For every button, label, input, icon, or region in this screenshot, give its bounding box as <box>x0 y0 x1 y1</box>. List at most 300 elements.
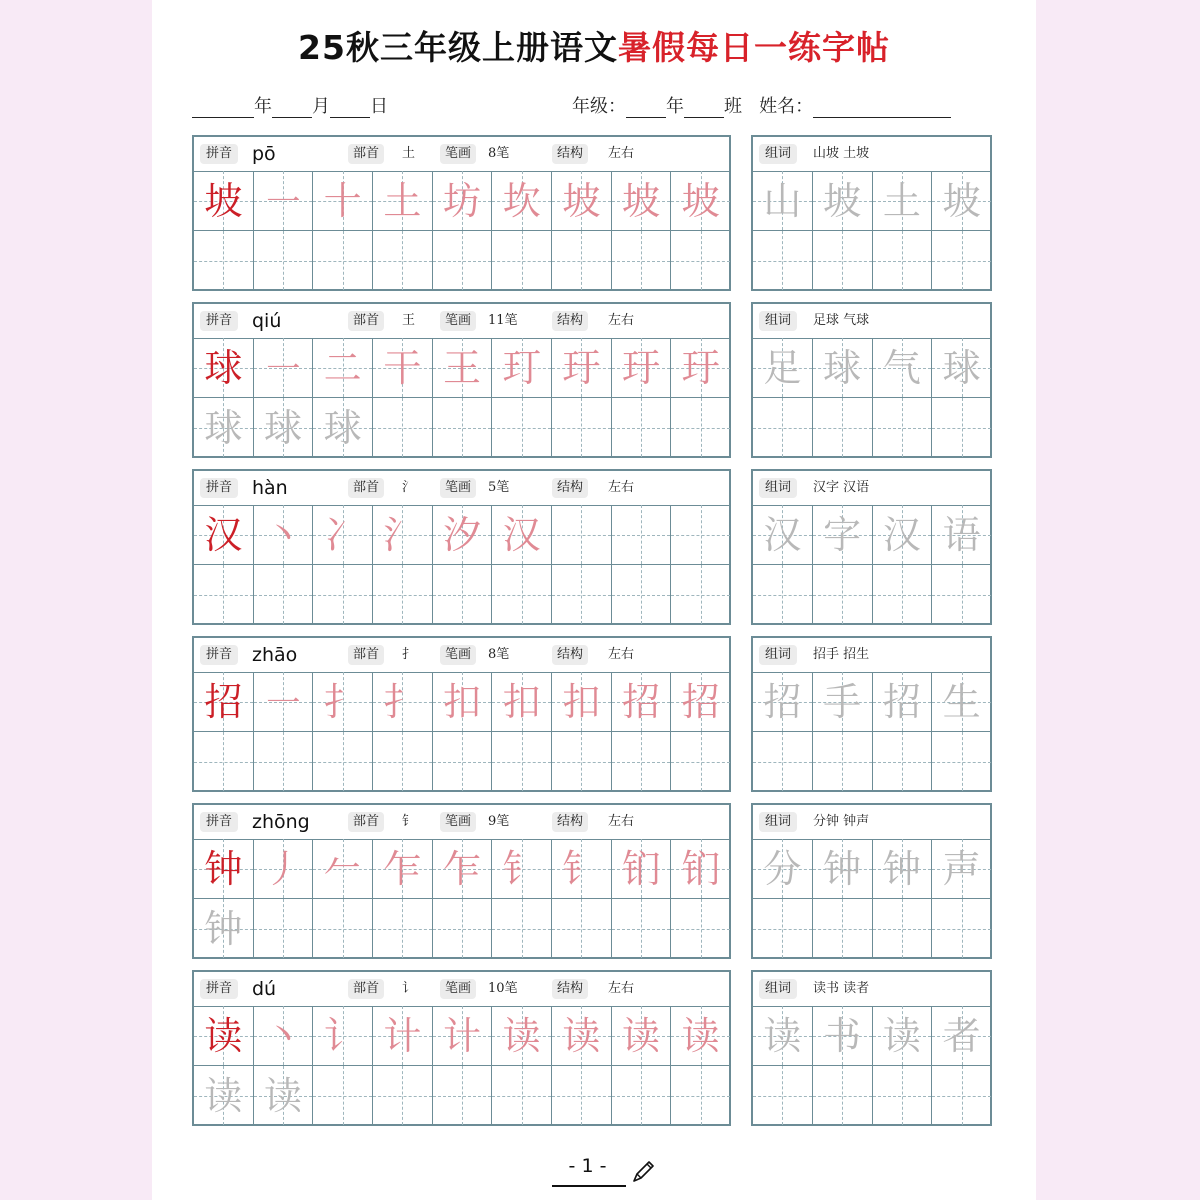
pencil-icon <box>630 1159 656 1185</box>
page-number: - 1 - <box>568 1155 607 1177</box>
grid-guide-vertical <box>902 398 903 457</box>
practice-cell[interactable] <box>612 565 672 625</box>
words-header <box>753 805 990 840</box>
trace-character: 语 <box>942 513 981 557</box>
word-practice-cell[interactable] <box>753 732 813 792</box>
practice-cell[interactable] <box>194 839 254 899</box>
name-label: 姓名： <box>759 96 814 117</box>
practice-cell[interactable] <box>433 231 493 291</box>
practice-cell[interactable] <box>433 672 493 732</box>
word-practice-cell[interactable] <box>813 338 873 398</box>
stroke-order-character: 丶 <box>263 513 302 557</box>
radical-value: 王 <box>402 313 416 328</box>
word-practice-cell[interactable] <box>873 899 933 959</box>
practice-cell[interactable] <box>612 171 672 231</box>
practice-cell[interactable] <box>313 338 373 398</box>
practice-cell[interactable] <box>492 672 552 732</box>
word-practice-cell[interactable] <box>813 505 873 565</box>
pinyin-value: zhāo <box>252 644 298 666</box>
radical-value: 讠 <box>402 981 416 996</box>
practice-cell[interactable] <box>313 1066 373 1126</box>
practice-cell[interactable] <box>194 565 254 625</box>
word-practice-cell[interactable] <box>753 1006 813 1066</box>
grid-guide-vertical <box>581 505 582 564</box>
practice-cell[interactable] <box>612 1006 672 1066</box>
practice-cell[interactable] <box>373 1066 433 1126</box>
word-practice-cell[interactable] <box>873 565 933 625</box>
month-blank[interactable] <box>272 99 312 118</box>
stroke-order-character: 扣 <box>502 680 541 724</box>
practice-cell[interactable] <box>671 839 731 899</box>
practice-cell[interactable] <box>612 231 672 291</box>
word-practice-cell[interactable] <box>873 505 933 565</box>
practice-cell[interactable] <box>313 839 373 899</box>
practice-cell[interactable] <box>552 338 612 398</box>
grid-guide-vertical <box>842 899 843 958</box>
grid-guide-vertical <box>283 899 284 958</box>
grid-guide-vertical <box>581 732 582 791</box>
grid-guide-vertical <box>782 231 783 290</box>
practice-cell[interactable] <box>671 398 731 458</box>
stroke-order-character: 招 <box>621 680 660 724</box>
word-practice-cell[interactable] <box>813 899 873 959</box>
stroke-order-character: 氵 <box>383 513 422 557</box>
word-practice-cell[interactable] <box>813 839 873 899</box>
trace-character: 钟 <box>204 907 243 951</box>
practice-cell[interactable] <box>552 899 612 959</box>
practice-cell[interactable] <box>254 1006 314 1066</box>
grid-guide-vertical <box>402 231 403 290</box>
grid-guide-vertical <box>842 231 843 290</box>
word-practice-cell[interactable] <box>873 338 933 398</box>
grid-guide-vertical <box>902 231 903 290</box>
practice-cell[interactable] <box>492 899 552 959</box>
practice-cell[interactable] <box>552 1066 612 1126</box>
trace-character: 读 <box>263 1074 302 1118</box>
word-practice-cell[interactable] <box>873 839 933 899</box>
word-practice-cell[interactable] <box>753 505 813 565</box>
practice-cell[interactable] <box>492 398 552 458</box>
practice-cell[interactable] <box>313 398 373 458</box>
word-practice-cell[interactable] <box>813 732 873 792</box>
grid-guide-vertical <box>462 398 463 457</box>
practice-cell[interactable] <box>254 231 314 291</box>
practice-cell[interactable] <box>552 171 612 231</box>
grid-guide-vertical <box>641 1066 642 1125</box>
stroke-order-character: 丶 <box>263 1014 302 1058</box>
pinyin-value: zhōng <box>252 811 310 833</box>
stroke-order-character: 钅 <box>562 847 601 891</box>
stroke-order-character: 土 <box>383 179 422 223</box>
radical-label: 部首 <box>348 979 384 999</box>
word-practice-cell[interactable] <box>873 171 933 231</box>
pinyin-value: hàn <box>252 477 288 499</box>
structure-value: 左右 <box>608 313 635 328</box>
practice-cell[interactable] <box>671 171 731 231</box>
practice-cell[interactable] <box>254 839 314 899</box>
practice-cell[interactable] <box>433 1006 493 1066</box>
practice-cell[interactable] <box>433 171 493 231</box>
structure-value: 左右 <box>608 146 635 161</box>
pinyin-label: 拼音 <box>200 645 238 665</box>
grid-guide-vertical <box>462 231 463 290</box>
word-practice-cell[interactable] <box>873 231 933 291</box>
practice-cell[interactable] <box>492 839 552 899</box>
practice-cell[interactable] <box>373 231 433 291</box>
grid-guide-vertical <box>701 505 702 564</box>
grid-guide-vertical <box>522 899 523 958</box>
word-practice-cell[interactable] <box>932 231 992 291</box>
word-practice-cell[interactable] <box>932 732 992 792</box>
trace-character: 读 <box>204 1074 243 1118</box>
grid-guide-vertical <box>842 565 843 624</box>
grid-guide-vertical <box>581 899 582 958</box>
trace-character: 招 <box>763 680 802 724</box>
words-value: 足球 气球 <box>813 313 870 328</box>
grid-guide-vertical <box>782 732 783 791</box>
practice-cell[interactable] <box>194 672 254 732</box>
practice-cell[interactable] <box>194 899 254 959</box>
character-block <box>192 469 731 625</box>
grid-guide-vertical <box>962 1066 963 1125</box>
strokes-value: 9笔 <box>488 814 510 829</box>
word-practice-cell[interactable] <box>813 1006 873 1066</box>
practice-cell[interactable] <box>612 505 672 565</box>
practice-cell[interactable] <box>552 565 612 625</box>
stroke-order-character: 王 <box>442 346 481 390</box>
stroke-order-character: 计 <box>383 1014 422 1058</box>
word-practice-cell[interactable] <box>753 171 813 231</box>
grid-guide-vertical <box>641 505 642 564</box>
practice-cell[interactable] <box>492 231 552 291</box>
practice-cell[interactable] <box>373 899 433 959</box>
grid-guide-vertical <box>283 732 284 791</box>
word-practice-cell[interactable] <box>753 672 813 732</box>
radical-value: 钅 <box>402 814 416 829</box>
practice-cell[interactable] <box>313 505 373 565</box>
word-practice-cell[interactable] <box>873 1006 933 1066</box>
practice-cell[interactable] <box>194 1006 254 1066</box>
grid-guide-vertical <box>902 565 903 624</box>
word-block <box>751 135 992 291</box>
trace-character: 坡 <box>823 179 862 223</box>
trace-character: 字 <box>823 513 862 557</box>
stroke-order-character: 读 <box>562 1014 601 1058</box>
grid-guide-vertical <box>223 231 224 290</box>
student-info-line <box>572 92 951 118</box>
practice-cell[interactable] <box>373 672 433 732</box>
stroke-order-character: 汉 <box>502 513 541 557</box>
word-practice-cell[interactable] <box>873 732 933 792</box>
stroke-order-character: 钔 <box>621 847 660 891</box>
word-practice-cell[interactable] <box>932 1066 992 1126</box>
word-practice-cell[interactable] <box>932 505 992 565</box>
word-practice-cell[interactable] <box>873 398 933 458</box>
practice-cell[interactable] <box>552 505 612 565</box>
practice-cell[interactable] <box>492 505 552 565</box>
practice-cell[interactable] <box>194 338 254 398</box>
practice-cell[interactable] <box>671 565 731 625</box>
word-practice-cell[interactable] <box>753 1066 813 1126</box>
character-block <box>192 970 731 1126</box>
radical-label: 部首 <box>348 812 384 832</box>
practice-cell[interactable] <box>254 171 314 231</box>
word-practice-cell[interactable] <box>813 231 873 291</box>
stroke-order-character: ㇐ <box>263 179 302 223</box>
practice-cell[interactable] <box>492 171 552 231</box>
practice-cell[interactable] <box>373 839 433 899</box>
pinyin-value: qiú <box>252 310 282 332</box>
word-practice-cell[interactable] <box>813 672 873 732</box>
structure-label: 结构 <box>552 478 588 498</box>
trace-character: 读 <box>763 1014 802 1058</box>
practice-cell[interactable] <box>671 732 731 792</box>
word-practice-cell[interactable] <box>813 1066 873 1126</box>
practice-cell[interactable] <box>433 338 493 398</box>
page-footer <box>550 1155 660 1189</box>
grid-guide-vertical <box>962 899 963 958</box>
practice-cell[interactable] <box>671 505 731 565</box>
word-practice-cell[interactable] <box>932 1006 992 1066</box>
practice-cell[interactable] <box>373 398 433 458</box>
practice-cell[interactable] <box>254 672 314 732</box>
model-character: 钟 <box>204 847 243 891</box>
word-block <box>751 636 992 792</box>
class-blank[interactable] <box>684 99 724 118</box>
structure-label: 结构 <box>552 812 588 832</box>
practice-cell[interactable] <box>671 338 731 398</box>
practice-cell[interactable] <box>254 338 314 398</box>
stroke-order-character: 十 <box>323 179 362 223</box>
pinyin-label: 拼音 <box>200 478 238 498</box>
practice-cell[interactable] <box>612 899 672 959</box>
words-value: 山坡 土坡 <box>813 146 870 161</box>
grid-guide-vertical <box>962 565 963 624</box>
words-label: 组词 <box>759 979 797 999</box>
model-character: 球 <box>204 346 243 390</box>
word-practice-cell[interactable] <box>753 231 813 291</box>
stroke-order-character: 玗 <box>562 346 601 390</box>
grid-guide-vertical <box>641 732 642 791</box>
practice-cell[interactable] <box>433 899 493 959</box>
practice-cell[interactable] <box>671 1006 731 1066</box>
practice-cell[interactable] <box>492 1066 552 1126</box>
practice-cell[interactable] <box>254 398 314 458</box>
word-practice-cell[interactable] <box>932 899 992 959</box>
grid-guide-vertical <box>522 231 523 290</box>
pinyin-label: 拼音 <box>200 144 238 164</box>
words-label: 组词 <box>759 812 797 832</box>
practice-cell[interactable] <box>313 899 373 959</box>
grid-guide-vertical <box>343 1066 344 1125</box>
words-label: 组词 <box>759 478 797 498</box>
word-practice-cell[interactable] <box>753 899 813 959</box>
word-practice-cell[interactable] <box>932 672 992 732</box>
year-label: 年 <box>254 96 272 117</box>
radical-label: 部首 <box>348 311 384 331</box>
grid-guide-vertical <box>641 398 642 457</box>
word-practice-cell[interactable] <box>753 338 813 398</box>
info-header <box>194 137 729 172</box>
trace-character: 汉 <box>763 513 802 557</box>
practice-cell[interactable] <box>373 505 433 565</box>
word-practice-cell[interactable] <box>753 839 813 899</box>
practice-cell[interactable] <box>313 565 373 625</box>
word-practice-cell[interactable] <box>932 338 992 398</box>
practice-cell[interactable] <box>254 899 314 959</box>
practice-cell[interactable] <box>612 398 672 458</box>
practice-cell[interactable] <box>254 565 314 625</box>
practice-cell[interactable] <box>373 732 433 792</box>
grade-unit: 年 <box>666 96 684 117</box>
practice-cell[interactable] <box>194 398 254 458</box>
practice-cell[interactable] <box>373 565 433 625</box>
page-number-underline <box>552 1185 626 1187</box>
stroke-order-character: 乍 <box>442 847 481 891</box>
word-block <box>751 970 992 1126</box>
practice-cell[interactable] <box>254 732 314 792</box>
structure-value: 左右 <box>608 480 635 495</box>
day-blank[interactable] <box>330 99 370 118</box>
info-header <box>194 471 729 506</box>
month-label: 月 <box>312 96 330 117</box>
grid-guide-vertical <box>581 231 582 290</box>
practice-cell[interactable] <box>254 1066 314 1126</box>
practice-cell[interactable] <box>612 732 672 792</box>
grid-guide-vertical <box>701 231 702 290</box>
word-practice-cell[interactable] <box>873 672 933 732</box>
grid-guide-vertical <box>462 899 463 958</box>
practice-cell[interactable] <box>433 732 493 792</box>
practice-cell[interactable] <box>552 1006 612 1066</box>
practice-cell[interactable] <box>671 1066 731 1126</box>
practice-cell[interactable] <box>552 732 612 792</box>
practice-cell[interactable] <box>254 505 314 565</box>
words-header <box>753 638 990 673</box>
practice-cell[interactable] <box>433 839 493 899</box>
name-blank[interactable] <box>813 99 951 118</box>
word-practice-cell[interactable] <box>932 839 992 899</box>
practice-cell[interactable] <box>194 231 254 291</box>
word-practice-cell[interactable] <box>873 1066 933 1126</box>
radical-label: 部首 <box>348 478 384 498</box>
practice-cell[interactable] <box>313 171 373 231</box>
words-label: 组词 <box>759 311 797 331</box>
practice-cell[interactable] <box>612 839 672 899</box>
year-blank[interactable] <box>192 99 254 118</box>
structure-label: 结构 <box>552 144 588 164</box>
grid-guide-vertical <box>842 732 843 791</box>
word-practice-cell[interactable] <box>813 398 873 458</box>
trace-character: 球 <box>263 406 302 450</box>
practice-cell[interactable] <box>433 565 493 625</box>
grid-guide-vertical <box>462 565 463 624</box>
practice-cell[interactable] <box>433 1066 493 1126</box>
practice-cell[interactable] <box>373 1006 433 1066</box>
practice-cell[interactable] <box>373 171 433 231</box>
structure-label: 结构 <box>552 979 588 999</box>
word-practice-cell[interactable] <box>932 171 992 231</box>
model-character: 招 <box>204 680 243 724</box>
stroke-order-character: 坡 <box>681 179 720 223</box>
grade-blank[interactable] <box>626 99 666 118</box>
words-value: 招手 招生 <box>813 647 870 662</box>
practice-cell[interactable] <box>671 672 731 732</box>
words-value: 读书 读者 <box>813 981 870 996</box>
practice-cell[interactable] <box>612 672 672 732</box>
trace-character: 钟 <box>882 847 921 891</box>
trace-character: 钟 <box>823 847 862 891</box>
grid-guide-vertical <box>701 565 702 624</box>
word-block <box>751 302 992 458</box>
practice-cell[interactable] <box>552 672 612 732</box>
practice-cell[interactable] <box>433 505 493 565</box>
practice-cell[interactable] <box>194 732 254 792</box>
info-header <box>194 304 729 339</box>
practice-cell[interactable] <box>194 171 254 231</box>
trace-character: 声 <box>942 847 981 891</box>
practice-cell[interactable] <box>492 732 552 792</box>
grid-guide-vertical <box>902 732 903 791</box>
grid-guide-vertical <box>223 732 224 791</box>
trace-character: 球 <box>323 406 362 450</box>
practice-cell[interactable] <box>313 672 373 732</box>
grid-guide-vertical <box>701 899 702 958</box>
practice-cell[interactable] <box>433 398 493 458</box>
practice-cell[interactable] <box>313 732 373 792</box>
grid-guide-vertical <box>782 565 783 624</box>
structure-value: 左右 <box>608 981 635 996</box>
trace-character: 球 <box>942 346 981 390</box>
grid-guide-vertical <box>522 565 523 624</box>
practice-cell[interactable] <box>552 398 612 458</box>
grid-guide-vertical <box>283 565 284 624</box>
word-practice-cell[interactable] <box>813 565 873 625</box>
practice-cell[interactable] <box>313 231 373 291</box>
practice-cell[interactable] <box>492 565 552 625</box>
stroke-order-character: 冫 <box>323 513 362 557</box>
practice-cell[interactable] <box>552 839 612 899</box>
word-practice-cell[interactable] <box>932 398 992 458</box>
word-practice-cell[interactable] <box>753 565 813 625</box>
practice-cell[interactable] <box>492 338 552 398</box>
radical-value: 氵 <box>402 480 416 495</box>
practice-cell[interactable] <box>194 505 254 565</box>
word-practice-cell[interactable] <box>932 565 992 625</box>
strokes-label: 笔画 <box>440 979 476 999</box>
info-header <box>194 805 729 840</box>
grid-guide-vertical <box>402 565 403 624</box>
grid-guide-vertical <box>641 565 642 624</box>
practice-cell[interactable] <box>612 1066 672 1126</box>
word-practice-cell[interactable] <box>813 171 873 231</box>
practice-cell[interactable] <box>671 231 731 291</box>
practice-cell[interactable] <box>194 1066 254 1126</box>
practice-cell[interactable] <box>612 338 672 398</box>
grid-guide-vertical <box>641 231 642 290</box>
practice-cell[interactable] <box>313 1006 373 1066</box>
practice-cell[interactable] <box>373 338 433 398</box>
grid-guide-vertical <box>842 1066 843 1125</box>
grid-guide-vertical <box>522 398 523 457</box>
practice-cell[interactable] <box>671 899 731 959</box>
practice-cell[interactable] <box>552 231 612 291</box>
character-block <box>192 302 731 458</box>
model-character: 汉 <box>204 513 243 557</box>
word-practice-cell[interactable] <box>753 398 813 458</box>
practice-cell[interactable] <box>492 1006 552 1066</box>
trace-character: 山 <box>763 179 802 223</box>
